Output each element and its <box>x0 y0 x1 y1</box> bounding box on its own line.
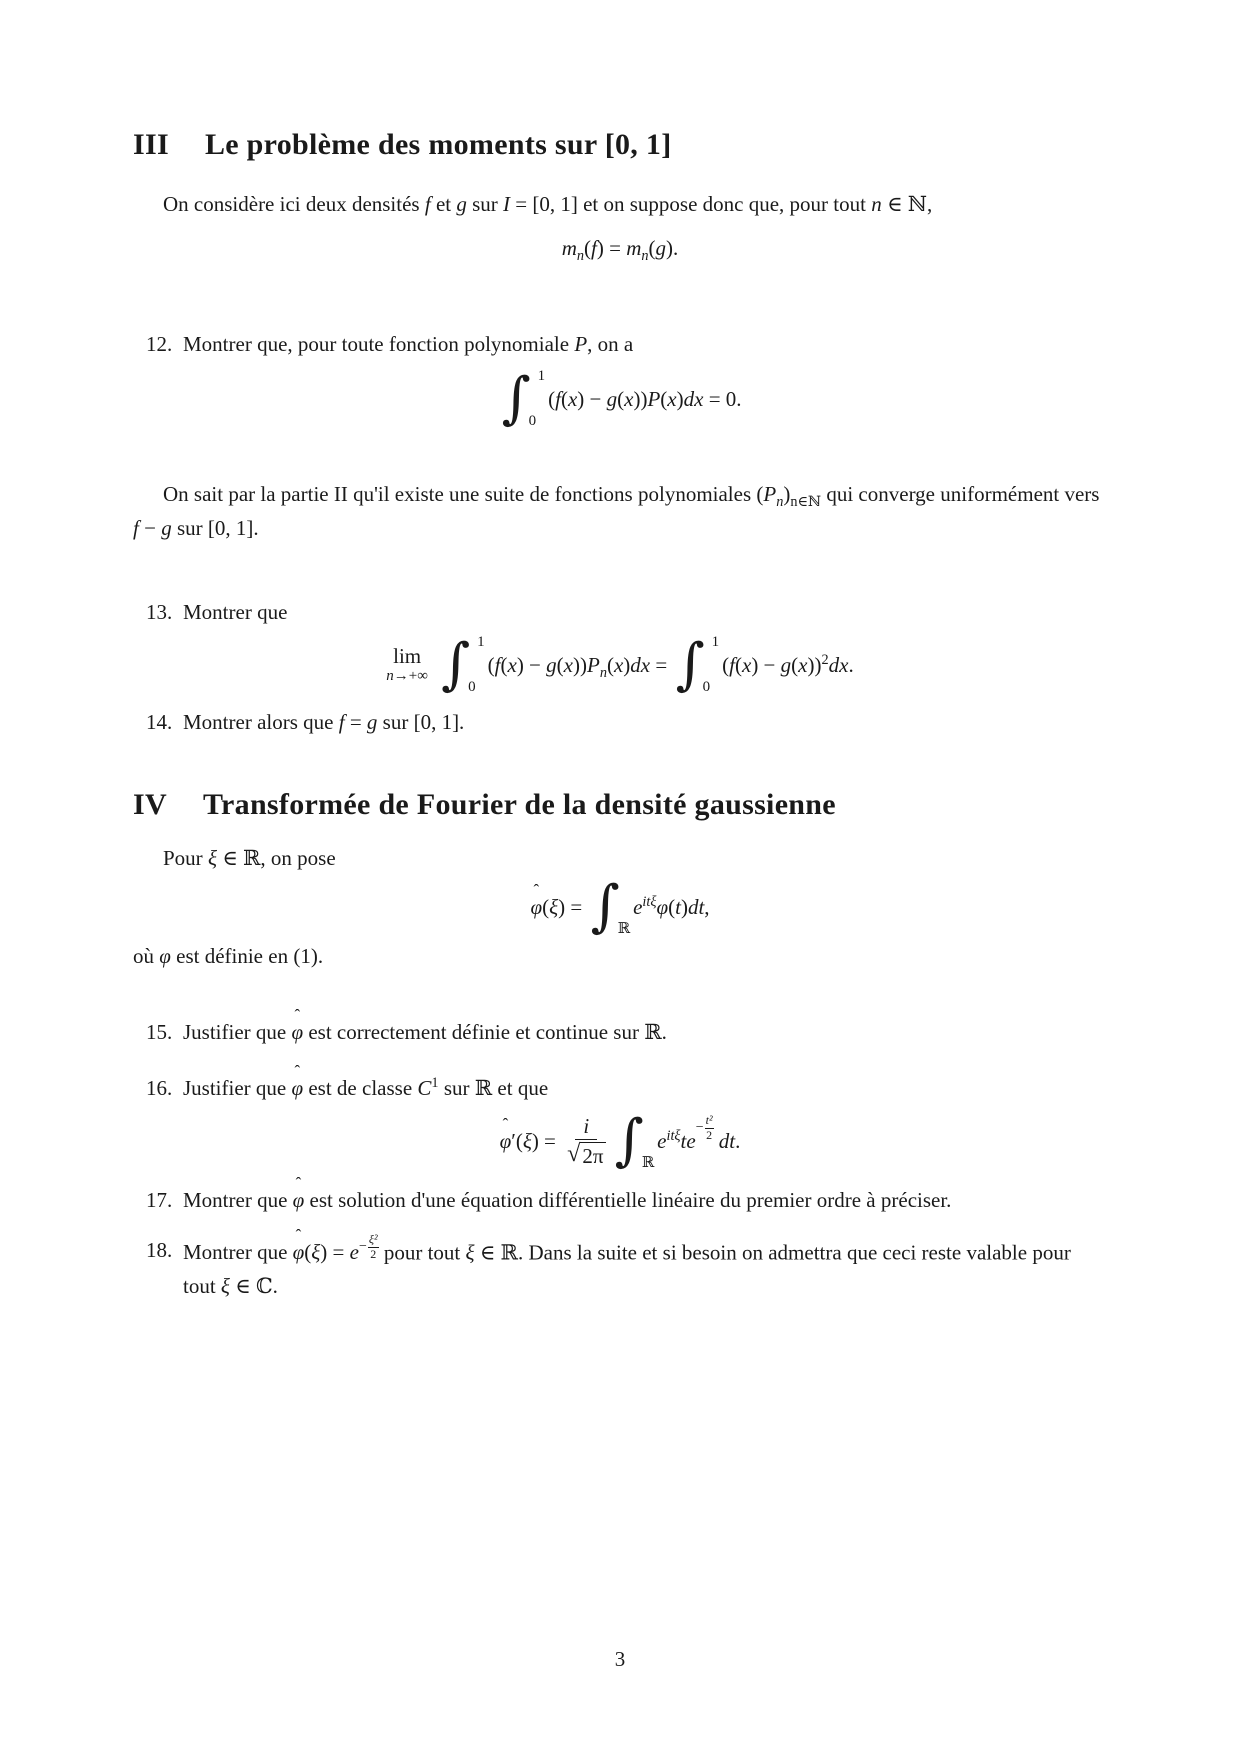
math-segment: ) <box>676 387 684 411</box>
math-segment: 1 <box>431 1075 439 1091</box>
item-number: 15. <box>146 1020 173 1044</box>
hat-accent: ˆ <box>295 1226 302 1246</box>
math-segment: , <box>704 895 710 919</box>
math-segment: ( <box>560 387 568 411</box>
math-segment: ) <box>783 482 791 506</box>
math-segment: ) <box>680 895 688 919</box>
limit-operator <box>386 645 428 685</box>
math-segment: Montrer que <box>183 600 288 624</box>
math-segment: ). <box>666 236 679 260</box>
section-heading-iv <box>133 787 1107 823</box>
math-segment: 2 <box>821 652 829 668</box>
hat-symbol <box>291 1061 304 1105</box>
math-segment: )) <box>807 653 822 677</box>
math-segment: n <box>386 668 394 685</box>
integral <box>441 633 485 697</box>
section-heading-iii <box>133 127 1107 163</box>
math-segment: x <box>567 387 578 411</box>
integral <box>590 875 630 939</box>
item-number: 16. <box>146 1076 173 1100</box>
item-text <box>183 1005 1107 1049</box>
equation-moments-equal <box>133 231 1107 265</box>
hat-symbol <box>499 1114 512 1158</box>
math-segment: )) <box>633 387 648 411</box>
hat-accent: ˆ <box>533 880 540 900</box>
tiny-fraction-denominator: 2 <box>706 1127 713 1142</box>
equation-body <box>499 1114 562 1158</box>
limit-subscript <box>386 668 428 685</box>
section-number: III <box>133 128 169 161</box>
math-segment: g <box>456 192 467 216</box>
math-segment: ξ <box>311 1240 321 1265</box>
item-text <box>183 595 1107 629</box>
math-segment: ξ <box>465 1240 475 1265</box>
math-segment: x <box>613 653 624 677</box>
section-title: Transformée de Fourier de la densité gaussienne <box>202 788 836 821</box>
math-segment: ) = <box>596 236 627 260</box>
math-segment: Pour <box>163 846 208 870</box>
integral-lower-limit: 0 <box>468 679 476 695</box>
hat-symbol <box>530 880 543 924</box>
math-segment: ( <box>487 653 495 677</box>
math-segment: ( <box>542 895 550 919</box>
hat-symbol <box>292 1226 305 1269</box>
list-item-18 <box>146 1226 1107 1303</box>
integral-sign-icon: ∫ <box>675 632 705 697</box>
math-segment: x <box>741 653 752 677</box>
math-segment: ( <box>668 895 676 919</box>
math-segment: ) − <box>577 387 607 411</box>
math-segment: P <box>647 387 661 411</box>
item-text <box>183 1173 1107 1217</box>
equation-16 <box>133 1109 1107 1173</box>
integral-limits <box>702 633 720 697</box>
math-segment: )) <box>572 653 587 677</box>
integral-limits <box>617 875 631 939</box>
integral-upper-limit: 1 <box>537 368 546 384</box>
math-segment: . <box>848 653 854 677</box>
equation-body <box>562 231 679 265</box>
math-segment: ) − <box>516 653 547 677</box>
integral-lower-limit: ℝ <box>641 1155 655 1171</box>
math-segment: Justifier que <box>183 1020 292 1044</box>
math-segment: où <box>133 944 160 968</box>
math-segment: ( <box>722 653 730 677</box>
math-segment: Montrer que <box>183 1188 293 1212</box>
math-segment: n∈ℕ <box>790 494 822 511</box>
math-segment: est définie en (1). <box>170 944 324 968</box>
item-number: 14. <box>146 710 173 734</box>
math-segment: f <box>424 192 431 216</box>
integral-sign-icon: ∫ <box>440 632 471 697</box>
sqrt-icon: √ <box>567 1140 581 1167</box>
math-segment: ( <box>648 236 656 260</box>
math-segment: ( <box>548 387 556 411</box>
integral-sign-icon: ∫ <box>590 874 620 939</box>
fraction <box>567 1113 605 1170</box>
math-segment: ξ <box>220 1274 230 1299</box>
math-segment: , on a <box>587 332 634 356</box>
list-item-14 <box>146 705 1107 739</box>
math-segment: f <box>591 236 597 260</box>
math-segment: n <box>576 248 585 265</box>
math-segment: x <box>624 387 634 411</box>
math-segment: On sait par la partie II qu'il existe une suite de fonctions polynomiales ( <box>163 482 764 506</box>
math-segment: f <box>494 653 501 677</box>
math-segment: f <box>729 653 735 677</box>
integral <box>615 1109 655 1173</box>
math-segment: P <box>574 332 588 356</box>
equation-body <box>657 1124 696 1158</box>
integral-limits <box>470 633 485 697</box>
list-item-12 <box>146 327 1107 361</box>
math-segment: ( <box>606 653 614 677</box>
list-item-15 <box>146 1005 1107 1049</box>
math-symbol: φ <box>291 1020 304 1044</box>
math-segment: ) <box>623 653 631 677</box>
math-segment: x <box>507 653 517 677</box>
equation-body <box>530 880 588 924</box>
item-text <box>183 705 1107 739</box>
tiny-fraction <box>368 1233 379 1262</box>
math-segment: qui converge uniformément vers <box>821 482 1100 506</box>
math-segment: sur [0, 1]. <box>377 710 465 734</box>
math-segment: On considère ici deux densités <box>163 192 425 216</box>
math-segment: dt <box>687 895 705 919</box>
hat-accent: ˆ <box>502 1114 509 1134</box>
exponent-minus: − <box>695 1120 704 1135</box>
math-segment: n <box>599 665 607 682</box>
paragraph-fourier-intro <box>133 841 1107 875</box>
math-segment: n <box>871 192 882 216</box>
item-number: 18. <box>146 1238 173 1262</box>
item-text <box>183 327 1107 361</box>
integral-lower-limit: 0 <box>702 679 711 695</box>
item-number: 13. <box>146 600 173 624</box>
equation-body <box>633 890 709 924</box>
math-segment: ( <box>556 653 564 677</box>
math-segment: et <box>430 192 457 216</box>
math-segment: sur [0, 1]. <box>171 516 259 540</box>
integral <box>501 367 545 431</box>
math-segment: φ <box>656 895 669 919</box>
paragraph-polynomial-sequence <box>133 477 1107 545</box>
math-segment: f <box>133 516 139 540</box>
math-segment: ( <box>304 1240 312 1265</box>
exponent-minus: − <box>358 1239 367 1255</box>
math-segment: dx <box>683 387 704 411</box>
math-segment: g <box>780 653 792 677</box>
hat-symbol <box>292 1173 305 1217</box>
math-segment: ) = <box>531 1129 562 1153</box>
math-segment: . <box>735 1129 741 1153</box>
math-segment: dt <box>718 1129 736 1153</box>
integral <box>675 633 719 697</box>
math-segment: t <box>675 895 681 919</box>
math-segment: m <box>561 236 577 260</box>
math-segment: ξ <box>549 895 559 919</box>
math-segment: ( <box>617 387 625 411</box>
integral-sign-icon: ∫ <box>501 366 531 431</box>
math-segment: ) = <box>558 895 588 919</box>
list-item-13 <box>146 595 1107 629</box>
math-segment: ) = <box>320 1240 350 1265</box>
math-segment: x <box>667 387 677 411</box>
math-segment: x <box>798 653 808 677</box>
item-text <box>183 1226 1107 1303</box>
limit-label: lim <box>393 644 422 669</box>
math-segment: g <box>366 710 378 734</box>
math-segment: ∈ ℝ, on pose <box>216 846 336 870</box>
math-segment: itξ <box>642 894 657 910</box>
math-segment: − <box>138 516 162 540</box>
math-segment: est correctement définie et continue sur ℝ. <box>303 1020 667 1044</box>
integral-upper-limit: 1 <box>711 634 720 650</box>
math-segment: P <box>763 482 777 506</box>
math-segment: I <box>503 192 511 216</box>
tiny-fraction-numerator: t² <box>705 1112 713 1127</box>
tiny-fraction-denominator: 2 <box>370 1246 377 1261</box>
math-segment: e <box>657 1129 667 1153</box>
math-symbol: φ <box>291 1076 304 1100</box>
integral-lower-limit: 0 <box>528 413 537 429</box>
item-number: 17. <box>146 1188 173 1212</box>
integral-lower-limit: ℝ <box>617 921 631 937</box>
math-segment: g <box>546 653 557 677</box>
equation-body <box>714 1124 741 1158</box>
hat-symbol <box>291 1005 304 1049</box>
math-segment: n <box>776 494 784 511</box>
integral-upper-limit: 1 <box>477 634 485 650</box>
math-segment: Montrer alors que <box>183 710 339 734</box>
hat-accent: ˆ <box>294 1061 301 1081</box>
math-segment: est solution d'une équation différentielle linéaire du premier ordre à préciser. <box>304 1188 952 1212</box>
math-segment: φ <box>159 944 171 968</box>
math-segment: ( <box>584 236 592 260</box>
section-title: Le problème des moments sur [0, 1] <box>204 128 672 161</box>
equation-body <box>548 382 741 416</box>
math-segment: Montrer que <box>183 1240 293 1265</box>
paragraph-densities-intro <box>133 187 1107 221</box>
section-number: IV <box>133 788 167 821</box>
math-segment: ( <box>500 653 508 677</box>
math-segment: g <box>161 516 172 540</box>
exponent-fraction <box>696 1114 714 1143</box>
math-segment: dx <box>828 653 849 677</box>
list-item-16 <box>146 1061 1107 1105</box>
fraction-numerator: i <box>575 1113 597 1140</box>
math-segment: n <box>641 248 649 265</box>
math-segment: →+∞ <box>393 668 428 685</box>
math-segment: ∈ ℕ, <box>881 192 933 216</box>
math-segment: ′( <box>511 1129 523 1153</box>
item-number: 12. <box>146 332 173 356</box>
math-segment: = <box>344 710 367 734</box>
math-segment: m <box>626 236 642 260</box>
math-segment: ( <box>791 653 799 677</box>
equation-phi-hat-definition <box>133 875 1107 939</box>
hat-accent: ˆ <box>295 1173 302 1193</box>
item-text-pre <box>183 1226 359 1265</box>
math-segment: x <box>563 653 573 677</box>
integral-limits <box>641 1109 655 1173</box>
page-number: 3 <box>614 1647 626 1671</box>
fraction-denominator <box>567 1140 605 1169</box>
math-segment: C <box>417 1076 432 1100</box>
math-segment: f <box>555 387 561 411</box>
math-segment: g <box>606 387 618 411</box>
math-segment: = 0. <box>703 387 742 411</box>
math-segment: Justifier que <box>183 1076 292 1100</box>
math-symbol: φ <box>499 1129 512 1153</box>
tiny-fraction-numerator: ξ² <box>368 1232 378 1246</box>
math-segment: ∈ ℝ. Dans la suite et si besoin on admettra que ceci reste valable pour tout <box>183 1240 1071 1299</box>
math-symbol: φ <box>292 1188 305 1212</box>
math-segment: Montrer que, pour toute fonction polynomiale <box>183 332 575 356</box>
equation-12 <box>133 367 1107 431</box>
item-text <box>183 1061 1107 1105</box>
math-segment: = <box>650 653 673 677</box>
math-segment: ( <box>734 653 742 677</box>
math-segment: dx <box>630 653 651 677</box>
equation-13 <box>133 633 1107 697</box>
math-segment: g <box>655 236 667 260</box>
math-symbol: φ <box>292 1240 305 1265</box>
math-segment: e <box>349 1240 359 1265</box>
math-segment: ( <box>660 387 668 411</box>
math-segment: ξ <box>522 1129 532 1153</box>
math-segment: itξ <box>666 1128 681 1144</box>
math-segment: sur ℝ et que <box>438 1076 549 1100</box>
integral-sign-icon: ∫ <box>614 1108 644 1173</box>
list-item-17 <box>146 1173 1107 1217</box>
math-segment: e <box>633 895 643 919</box>
tiny-fraction <box>705 1114 714 1143</box>
math-symbol: φ <box>530 895 543 919</box>
equation-body <box>722 648 854 682</box>
math-segment: ) − <box>751 653 781 677</box>
integral-limits <box>528 367 546 431</box>
exponent-fraction <box>359 1233 379 1262</box>
math-segment: sur <box>466 192 504 216</box>
math-segment: ∈ ℂ. <box>229 1274 278 1299</box>
math-segment: P <box>586 653 600 677</box>
math-segment: est de classe <box>303 1076 418 1100</box>
math-segment: ξ <box>207 846 217 870</box>
paragraph-phi-reference <box>133 939 1107 973</box>
math-segment: = [0, 1] et on suppose donc que, pour tout <box>510 192 872 216</box>
sqrt-radicand: 2π <box>582 1144 604 1168</box>
equation-body <box>488 648 673 682</box>
math-segment: pour tout <box>378 1240 466 1265</box>
math-segment: te <box>680 1129 696 1153</box>
hat-accent: ˆ <box>294 1005 301 1025</box>
math-segment: f <box>338 710 345 734</box>
